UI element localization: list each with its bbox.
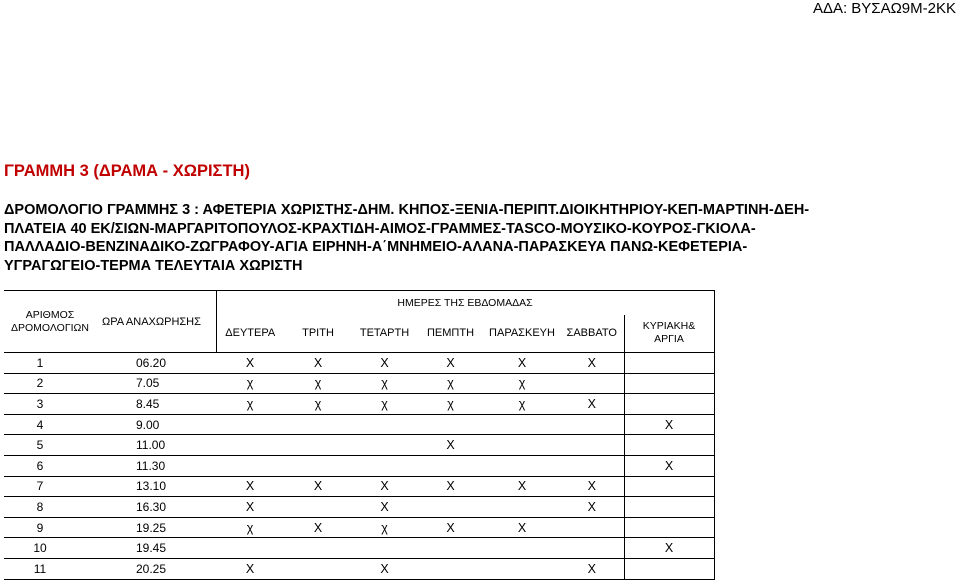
header-day: ΤΕΤΑΡΤΗ	[352, 315, 417, 353]
day-mark	[484, 538, 560, 559]
header-day: ΣΑΒΒΑΤΟ	[560, 315, 624, 353]
departure-time: 13.10	[96, 476, 216, 497]
page-title: ΓΡΑΜΜΗ 3 (ΔΡΑΜΑ - ΧΩΡΙΣΤΗ)	[4, 162, 250, 180]
table-row	[4, 414, 714, 435]
day-mark	[216, 455, 284, 476]
day-mark	[352, 538, 417, 559]
day-mark: X	[216, 497, 284, 518]
day-mark	[417, 538, 484, 559]
header-trip-number-line1: ΑΡΙΘΜΟΣ	[25, 308, 75, 321]
trip-number: 8	[4, 497, 96, 518]
day-mark: X	[284, 517, 352, 538]
day-mark	[560, 455, 624, 476]
route-line: ΥΓΡΑΓΩΓΕΙΟ-ΤΕΡΜΑ ΤΕΛΕΥΤΑΙΑ ΧΩΡΙΣΤΗ	[4, 257, 303, 274]
day-mark	[284, 558, 352, 579]
route-line: ΠΑΛΛΑΔΙΟ-ΒΕΝΖΙΝΑΔΙΚΟ-ΖΩΓΡΑΦΟΥ-ΑΓΙΑ ΕΙΡΗΝΗ-Α΄ΜΝΗΜΕΙΟ-ΑΛΑΝΑ-ΠΑΡΑΣΚΕΥΑ ΠΑΝΩ-ΚΕΦΕΤΕΡΙΑ-	[4, 239, 748, 255]
route-line: ΔΡΟΜΟΛΟΓΙΟ ΓΡΑΜΜΗΣ 3 : ΑΦΕΤΕΡΙΑ ΧΩΡΙΣΤΗΣ-ΔΗΜ. ΚΗΠΟΣ-ΞΕΝΙΑ-ΠΕΡΙΠΤ.ΔΙΟΙΚΗΤΗΡΙΟΥ-ΚΕΠ-ΜΑΡΤΙΝΗ-ΔΕΗ-	[4, 202, 810, 218]
trip-number: 5	[4, 435, 96, 456]
day-mark: χ	[216, 394, 284, 415]
day-mark	[417, 558, 484, 579]
day-mark	[484, 435, 560, 456]
header-trip-number	[4, 291, 96, 353]
day-mark	[624, 497, 714, 518]
schedule-table	[4, 290, 715, 580]
day-mark	[560, 435, 624, 456]
day-mark	[624, 394, 714, 415]
table-row	[4, 353, 714, 374]
trip-number: 2	[4, 373, 96, 394]
day-mark: X	[560, 394, 624, 415]
day-mark: X	[560, 497, 624, 518]
day-mark: X	[624, 455, 714, 476]
day-mark: χ	[284, 373, 352, 394]
day-mark	[216, 538, 284, 559]
day-mark: X	[216, 353, 284, 374]
trip-number: 10	[4, 538, 96, 559]
table-row	[4, 435, 714, 456]
departure-time: 11.00	[96, 435, 216, 456]
day-mark	[624, 435, 714, 456]
trip-number: 3	[4, 394, 96, 415]
route-line: ΠΛΑΤΕΙΑ 40 ΕΚ/ΣΙΩΝ-ΜΑΡΓΑΡΙΤΟΠΟΥΛΟΣ-ΚΡΑΧΤΙΔΗ-ΑΙΜΟΣ-ΓΡΑΜΜΕΣ-TASCO-ΜΟΥΣΙΚΟ-ΚΟΥΡΟΣ-ΓΚΙΟΛΑ-	[4, 220, 756, 237]
day-mark	[284, 435, 352, 456]
day-mark: X	[417, 353, 484, 374]
day-mark	[624, 353, 714, 374]
trip-number: 9	[4, 517, 96, 538]
table-row	[4, 476, 714, 497]
header-sunday-line2: ΑΡΓΙΑ	[654, 333, 684, 346]
trip-number: 4	[4, 414, 96, 435]
day-mark: X	[352, 476, 417, 497]
day-mark	[624, 373, 714, 394]
day-mark	[352, 455, 417, 476]
day-mark: χ	[216, 373, 284, 394]
table-row	[4, 394, 714, 415]
day-mark	[417, 414, 484, 435]
departure-time: 19.45	[96, 538, 216, 559]
header-day: ΠΑΡΑΣΚΕΥΗ	[484, 315, 560, 353]
day-mark: X	[352, 497, 417, 518]
header-day: ΔΕΥΤΕΡΑ	[216, 315, 284, 353]
day-mark	[560, 538, 624, 559]
day-mark: X	[560, 558, 624, 579]
day-mark: χ	[484, 394, 560, 415]
departure-time: 9.00	[96, 414, 216, 435]
route-description	[4, 201, 904, 275]
departure-time: 16.30	[96, 497, 216, 518]
table-row	[4, 517, 714, 538]
day-mark	[560, 373, 624, 394]
day-mark	[216, 414, 284, 435]
header-departure-time: ΩΡΑ ΑΝΑΧΩΡΗΣΗΣ	[96, 291, 216, 353]
day-mark: X	[284, 476, 352, 497]
day-mark	[417, 497, 484, 518]
day-mark	[284, 455, 352, 476]
day-mark: X	[417, 517, 484, 538]
header-day-sunday	[624, 315, 714, 353]
day-mark: X	[352, 558, 417, 579]
day-mark: χ	[484, 373, 560, 394]
day-mark	[352, 435, 417, 456]
header-row-1	[4, 291, 714, 315]
table-row	[4, 538, 714, 559]
departure-time: 8.45	[96, 394, 216, 415]
day-mark: X	[352, 353, 417, 374]
day-mark: X	[417, 476, 484, 497]
day-mark	[624, 558, 714, 579]
day-mark: χ	[352, 394, 417, 415]
day-mark	[484, 414, 560, 435]
day-mark	[624, 517, 714, 538]
day-mark: χ	[352, 517, 417, 538]
day-mark	[560, 517, 624, 538]
day-mark	[560, 414, 624, 435]
trip-number: 11	[4, 558, 96, 579]
day-mark	[484, 558, 560, 579]
day-mark: X	[484, 353, 560, 374]
ada-code: ΑΔΑ: ΒΥΣΑΩ9Μ-2ΚΚ	[812, 0, 956, 17]
table-row	[4, 455, 714, 476]
day-mark: X	[560, 476, 624, 497]
day-mark: X	[624, 538, 714, 559]
day-mark	[284, 538, 352, 559]
header-days-of-week: ΗΜΕΡΕΣ ΤΗΣ ΕΒΔΟΜΑΔΑΣ	[216, 291, 714, 315]
departure-time: 11.30	[96, 455, 216, 476]
day-mark: χ	[417, 394, 484, 415]
day-mark: χ	[284, 394, 352, 415]
day-mark: X	[284, 353, 352, 374]
day-mark	[624, 476, 714, 497]
header-sunday-line1: ΚΥΡΙΑΚΗ&	[642, 320, 696, 333]
header-day: ΤΡΙΤΗ	[284, 315, 352, 353]
day-mark: X	[624, 414, 714, 435]
trip-number: 7	[4, 476, 96, 497]
departure-time: 19.25	[96, 517, 216, 538]
departure-time: 7.05	[96, 373, 216, 394]
day-mark: χ	[352, 373, 417, 394]
day-mark	[216, 435, 284, 456]
departure-time: 20.25	[96, 558, 216, 579]
trip-number: 6	[4, 455, 96, 476]
table-row	[4, 558, 714, 579]
day-mark	[484, 497, 560, 518]
day-mark	[352, 414, 417, 435]
day-mark	[484, 455, 560, 476]
day-mark: X	[484, 517, 560, 538]
trip-number: 1	[4, 353, 96, 374]
header-trip-number-line2: ΔΡΟΜΟΛΟΓΙΩΝ	[10, 321, 89, 334]
table-row	[4, 497, 714, 518]
day-mark: X	[560, 353, 624, 374]
day-mark	[284, 414, 352, 435]
header-day: ΠΕΜΠΤΗ	[417, 315, 484, 353]
table-row	[4, 373, 714, 394]
day-mark: X	[417, 435, 484, 456]
day-mark: χ	[216, 517, 284, 538]
day-mark: X	[216, 476, 284, 497]
day-mark	[417, 455, 484, 476]
day-mark	[284, 497, 352, 518]
schedule-body	[4, 353, 714, 580]
day-mark: X	[216, 558, 284, 579]
day-mark: X	[484, 476, 560, 497]
departure-time: 06.20	[96, 353, 216, 374]
day-mark: χ	[417, 373, 484, 394]
